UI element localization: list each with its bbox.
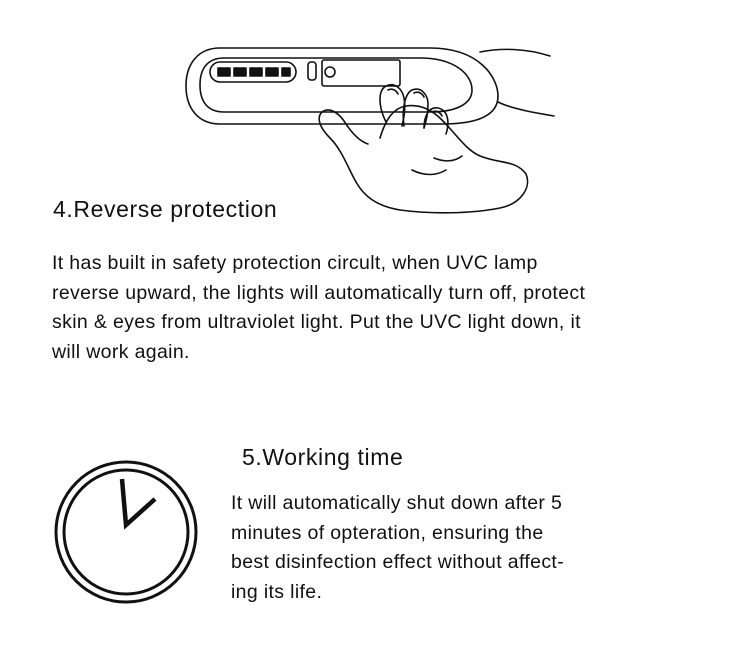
section-body-working-time: [231, 489, 564, 607]
paragraph-line: will work again.: [52, 340, 190, 363]
paragraph-line: best disinfection effect without affect-: [231, 551, 565, 573]
section-body-reverse-protection: [52, 249, 585, 367]
paragraph-line: minutes of opteration, ensuring the: [231, 521, 544, 544]
paragraph-line: ing its life.: [231, 580, 323, 603]
paragraph-line: It will automatically shut down after 5: [231, 492, 563, 514]
paragraph-line: skin & eyes from ultraviolet light. Put the UVC light down, it: [52, 311, 581, 333]
section-title-working-time: 5.Working time: [242, 444, 404, 470]
clock-icon: [53, 459, 199, 605]
hand-holding-uvc-lamp-icon: [180, 38, 560, 220]
paragraph-line: reverse upward, the lights will automatically turn off, protect: [52, 281, 586, 304]
paragraph-line: It has built in safety protection circult, when UVC lamp: [52, 252, 538, 274]
section-title-reverse-protection: 4.Reverse protection: [53, 196, 278, 222]
